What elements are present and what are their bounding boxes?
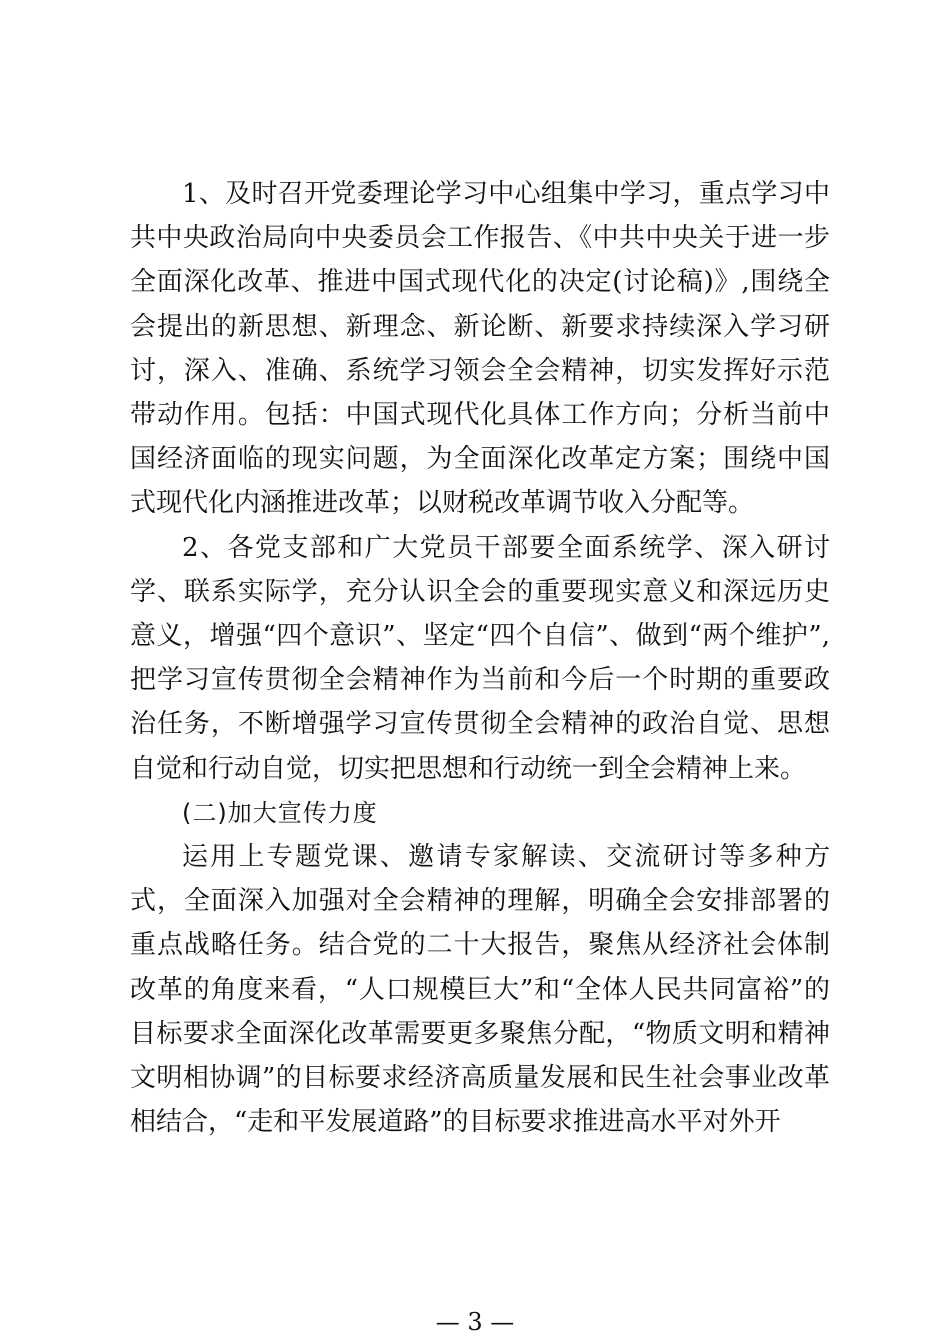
paragraph-1: 1、及时召开党委理论学习中心组集中学习，重点学习中共中央政治局向中央委员会工作报告、《中共中央关于进一步全面深化改革、推进中国式现代化的决定(讨论稿)》,围绕全会提出的新思想、新理念、新论断、新要求持续深入学习研讨，深入、准确、系统学习领会全会精神，切实发挥好示范带动作用。包括：中国式现代化具体工作方向；分析当前中国经济面临的现实问题，为全面深化改革定方案；围绕中国式现代化内涵推进改革；以财税改革调节收入分配等。 [130, 179, 830, 519]
page-number: — 3 — [435, 1308, 515, 1336]
paragraph-2: 2、各党支部和广大党员干部要全面系统学、深入研讨学、联系实际学，充分认识全会的重要现实意义和深远历史意义，增强“四个意识”、坚定“四个自信”、做到“两个维护”,把学习宣传贯彻全会精神作为当前和今后一个时期的重要政治任务，不断增强学习宣传贯彻全会精神的政治自觉、思想自觉和行动自觉，切实把思想和行动统一到全会精神上来。 [130, 532, 830, 784]
paragraph-3: 运用上专题党课、邀请专家解读、交流研讨等多种方式，全面深入加强对全会精神的理解，明确全会安排部署的重点战略任务。结合党的二十大报告，聚焦从经济社会体制改革的角度来看，“人口规模巨大”和“全体人民共同富裕”的目标要求全面深化改革需要更多聚焦分配，“物质文明和精神文明相协调”的目标要求经济高质量发展和民生社会事业改革相结合，“走和平发展道路”的目标要求推进高水平对外开 [130, 842, 830, 1138]
section-heading: (二)加大宣传力度 [182, 798, 378, 827]
document-body [130, 172, 830, 1144]
